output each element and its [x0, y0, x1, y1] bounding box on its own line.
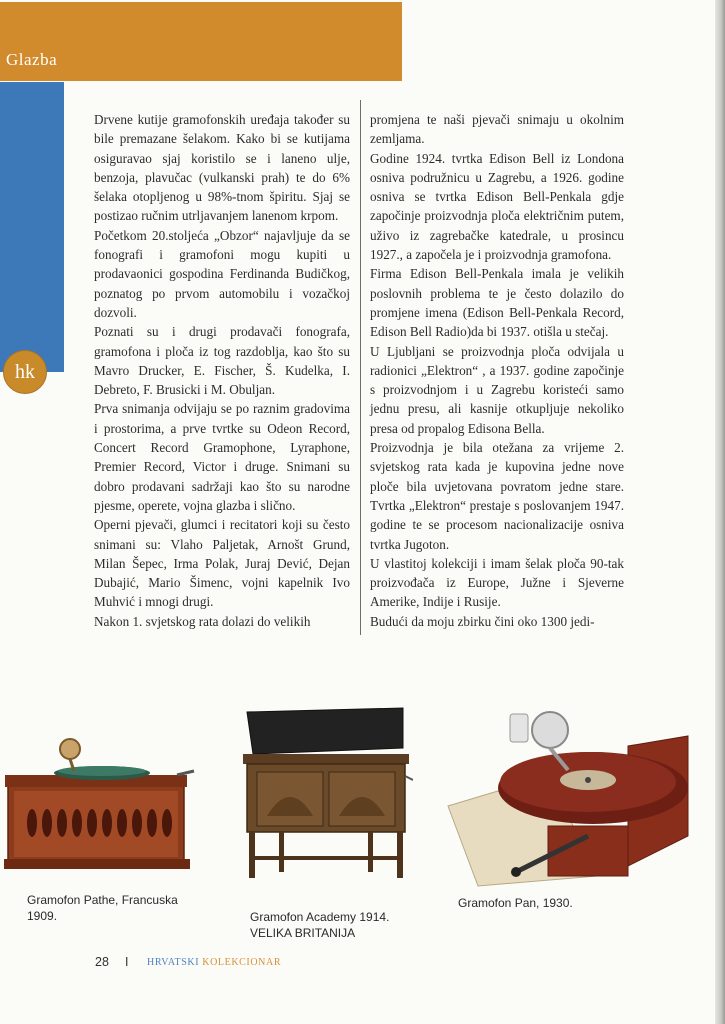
academy-caption — [250, 909, 389, 941]
column-divider — [360, 100, 361, 635]
paragraph: Početkom 20.stoljeća „Obzor“ najavljuje da se fonografi i gramofoni mogu kupiti u prodavaonici gospodina Ferdinanda Budičkog, poznatog po prvom automobilu i vozačkoj dozvoli. — [94, 227, 350, 320]
pathe-caption — [27, 892, 178, 924]
paragraph: Operni pjevači, glumci i recitatori koji su često snimani su: Vlaho Paljetak, Arnošt Grund, Milan Šepec, Irma Polak, Juraj Dević, Dejan Dubajić, Mario Šimenc, vojni kapelnik Ivo Muhvić i mnogi drugi. — [94, 517, 350, 610]
paragraph: Drvene kutije gramofonskih uređaja također su bile premazane šelakom. Kako bi se kutijama osiguravao sjaj koristilo se i laneno ulje, benzoja, plavučac (vulkanski prah) te do 6% šelaka otopljenog u 98%-tnom špiritu. Sjaj se postizao ručnim utrljavanjem lanenom krpom. — [94, 112, 350, 224]
paragraph: Prva snimanja odvijaju se po raznim gradovima i prostorima, a prve tvrtke su Odeon Record, Concert Record Gramophone, Lyraphone, Premier Record, Victor i druge. Snimani su dobro prodavani sadržaji kao što su narodne pjesme, operete, vojna glazba i slično. — [94, 401, 350, 513]
paragraph: Proizvodnja je bila otežana za vrijeme 2. svjetskog rata kada je kupovina jedne nove ploče bila uvjetovana povratom jedne stare. Tvrtka „Elektron“ prestaje s poslovanjem 1947. godine te se procesom nacionalizacije osniva tvrtka Jugoton. — [370, 440, 624, 552]
page-number: 28 — [95, 955, 109, 969]
paragraph: Poznati su i drugi prodavači fonografa, gramofona i ploča iz tog razdoblja, kao što su Mavro Drucker, E. Fischer, Š. Kudelka, I. Debreto, F. Brusicki i M. Obuljan. — [94, 324, 350, 398]
article-right-column — [370, 110, 624, 631]
pan-caption: Gramofon Pan, 1930. — [458, 896, 573, 910]
paragraph: U Ljubljani se proizvodnja ploča odvijala u radionici „Elektron“ , a 1937. godine započinje s proizvodnjom i u Zagrebu koristeći samo jednu presu, ali kasnije otkupljuje nekoliko presa od propalog Edisona Bella. — [370, 343, 624, 436]
hk-badge: hk — [3, 350, 47, 394]
magazine-name-word2: KOLEKCIONAR — [202, 957, 282, 968]
page-edge — [715, 0, 725, 1024]
section-title: Glazba — [6, 50, 58, 69]
caption-line: Gramofon Academy 1914. — [250, 910, 390, 924]
paragraph: promjena te naši pjevači snimaju u okolnim zemljama. — [370, 112, 624, 147]
paragraph: Firma Edison Bell-Penkala imala je velikih poslovnih problema te je često dolazilo do promjene imena (Edison Bell-Penkala Record, Edison Bell Radio)da bi 1937. otišla u stečaj. — [370, 266, 624, 340]
caption-line: 1909. — [27, 909, 58, 923]
paragraph: Budući da moju zbirku čini oko 1300 jedi- — [370, 613, 595, 629]
paragraph: Nakon 1. svjetskog rata dolazi do velikih — [94, 613, 311, 629]
caption-line: Gramofon Pathe, Francuska — [27, 893, 178, 907]
side-color-bar — [0, 82, 64, 372]
magazine-name-word1: HRVATSKI — [147, 957, 200, 968]
paragraph: U vlastitoj kolekciji i imam šelak ploča 90-tak proizvođača iz Europe, Južne i Sjeverne Amerike, Indije i Rusije. — [370, 555, 624, 610]
section-header-bar — [0, 2, 402, 81]
footer-separator: I — [125, 955, 129, 969]
paragraph: Godine 1924. tvrtka Edison Bell iz Londona osniva podružnicu u Zagrebu, a 1926. godine osniva se tvrtka Edison Bell-Penkala gdje započinje proizvodnja ploča električnim putem, uživo iz zagrebačke katedrale, u prosincu 1927., a započela je i proizvodnja gramofona. — [370, 150, 624, 263]
caption-line: VELIKA BRITANIJA — [250, 926, 356, 940]
magazine-name — [147, 957, 281, 968]
pan-gramophone-photo — [438, 706, 693, 891]
pathe-gramophone-photo — [2, 735, 202, 885]
article-left-column — [94, 110, 350, 631]
academy-gramophone-photo — [243, 706, 413, 881]
